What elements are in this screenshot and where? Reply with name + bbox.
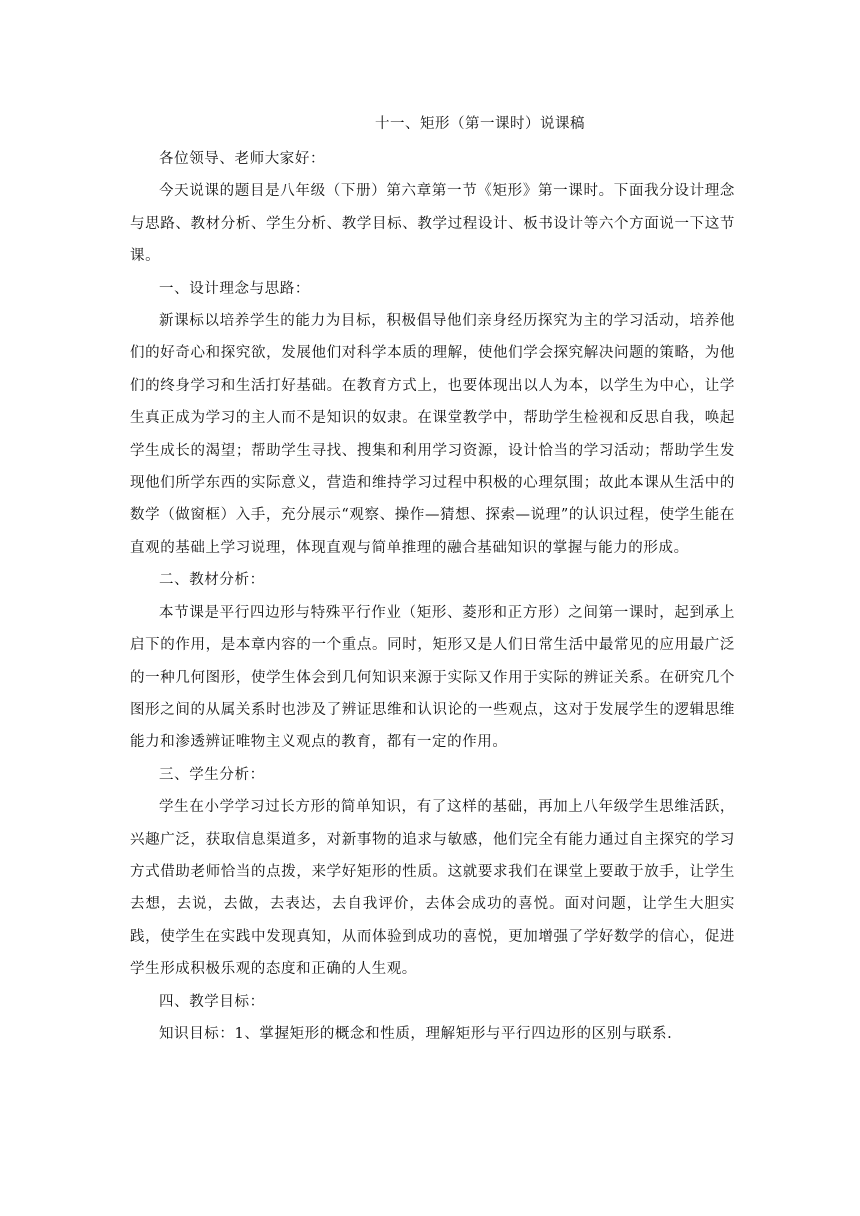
student-analysis-paragraph: 学生在小学学习过长方形的简单知识，有了这样的基础，再加上八年级学生思维活跃，兴趣广泛，获取信息渠道多，对新事物的追求与敏感，他们完全有能力通过自主探究的学习方式借助老师恰当的点拨，来学好矩形的性质。这就要求我们在课堂上要敢于放手，让学生去想，去说，去做，去表达，去自我评价，去体会成功的喜悦。面对问题，让学生大胆实践，使学生在实践中发现真知，从而体验到成功的喜悦，更加增强了学好数学的信心，促进学生形成积极乐观的态度和正确的人生观。 bbox=[130, 799, 735, 978]
section-heading-teaching-goals: 四、教学目标： bbox=[159, 993, 265, 1010]
greeting-paragraph: 各位领导、老师大家好： bbox=[159, 151, 326, 167]
design-concept-paragraph: 新课标以培养学生的能力为目标，积极倡导他们亲身经历探究为主的学习活动，培养他们的好奇心和探究欲，发展他们对科学本质的理解，使他们学会探究解决问题的策略，为他们的终身学习和生活打好基础。在教育方式上，也要体现出以人为本，以学生为中心，让学生真正成为学习的主人而不是知识的奴隶。在课堂教学中，帮助学生检视和反思自我，唤起学生成长的渴望；帮助学生寻找、搜集和利用学习资源，设计恰当的学习活动；帮助学生发现他们所学东西的实际意义，营造和维持学习过程中积极的心理氛围；故此本课从生活中的数学（做窗框）入手，充分展示“观察、操作—猜想、探索—说理”的认识过程，使学生能在直观的基础上学习说理，体现直观与简单推理的融合基础知识的掌握与能力的形成。 bbox=[130, 313, 735, 556]
document-body bbox=[130, 143, 735, 1050]
knowledge-goal-paragraph: 知识目标：1、掌握矩形的概念和性质，理解矩形与平行四边形的区别与联系. bbox=[159, 1025, 673, 1042]
section-heading-textbook-analysis: 二、教材分析： bbox=[159, 572, 265, 589]
intro-paragraph: 今天说课的题目是八年级（下册）第六章第一节《矩形》第一课时。下面我分设计理念与思路、教材分析、学生分析、教学目标、教学过程设计、板书设计等六个方面说一下这节课。 bbox=[130, 183, 735, 265]
textbook-analysis-paragraph: 本节课是平行四边形与特殊平行作业（矩形、菱形和正方形）之间第一课时，起到承上启下的作用，是本章内容的一个重点。同时，矩形又是人们日常生活中最常见的应用最广泛的一种几何图形，使学生体会到几何知识来源于实际又作用于实际的辨证关系。在研究几个图形之间的从属关系时也涉及了辨证思维和认识论的一些观点，这对于发展学生的逻辑思维能力和渗透辨证唯物主义观点的教育，都有一定的作用。 bbox=[130, 604, 735, 751]
document-title: 十一、矩形（第一课时）说课稿 bbox=[375, 116, 585, 132]
section-heading-student-analysis: 三、学生分析： bbox=[159, 766, 265, 783]
section-heading-design-concept: 一、设计理念与思路： bbox=[159, 280, 310, 297]
